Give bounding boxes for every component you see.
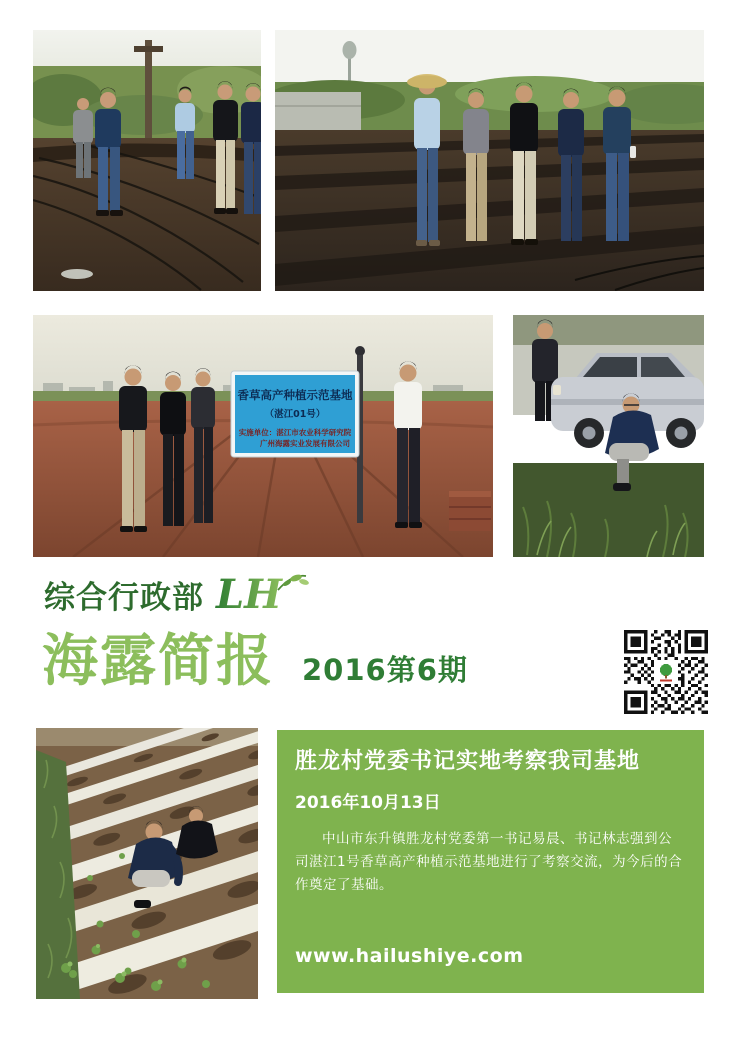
issue-number: 2016第6期	[302, 653, 468, 687]
person	[510, 82, 538, 245]
department-label: 综合行政部	[44, 579, 204, 616]
photo-base-sign-field	[33, 315, 493, 557]
newsletter-title: 海露简报	[42, 629, 274, 694]
photo-drip-irrigation-field	[33, 30, 261, 291]
person-white-polo	[394, 361, 422, 528]
article-title: 胜龙村党委书记实地考察我司基地	[295, 749, 641, 774]
person	[463, 89, 489, 241]
logo-text: LH	[216, 571, 282, 618]
sign-title: 香草高产种植示范基地	[237, 388, 353, 402]
website-url: www.hailushiye.com	[295, 945, 524, 967]
person	[160, 372, 186, 526]
article-date: 2016年10月13日	[295, 793, 441, 813]
wall	[275, 92, 361, 134]
photo-group-in-field	[275, 30, 704, 291]
qr-center-logo	[656, 662, 676, 682]
qr-code	[624, 630, 708, 714]
photo-crouching-by-car	[513, 315, 704, 557]
photo-mulch-field-inspection	[36, 728, 258, 999]
puddle	[61, 269, 93, 279]
masthead-department-row	[44, 570, 310, 618]
leaf-icon	[278, 573, 310, 590]
sign-unit-line2: 广州海露实业发展有限公司	[260, 439, 350, 448]
sign-subtitle: （湛江01号）	[264, 409, 326, 420]
company-logo	[214, 570, 310, 618]
person	[191, 368, 215, 523]
article-body: 中山市东升镇胜龙村党委第一书记易晨、书记林志强到公司湛江1号香草高产种植示范基地进行了考察交流，为今后的合作奠定了基础。	[295, 831, 683, 893]
brick-structure	[449, 491, 491, 531]
article-panel	[277, 730, 704, 993]
person	[119, 365, 147, 532]
masthead-title-row	[42, 628, 468, 695]
sign-unit-line1: 实施单位：湛江市农业科学研究院	[238, 428, 352, 437]
person	[558, 89, 584, 241]
